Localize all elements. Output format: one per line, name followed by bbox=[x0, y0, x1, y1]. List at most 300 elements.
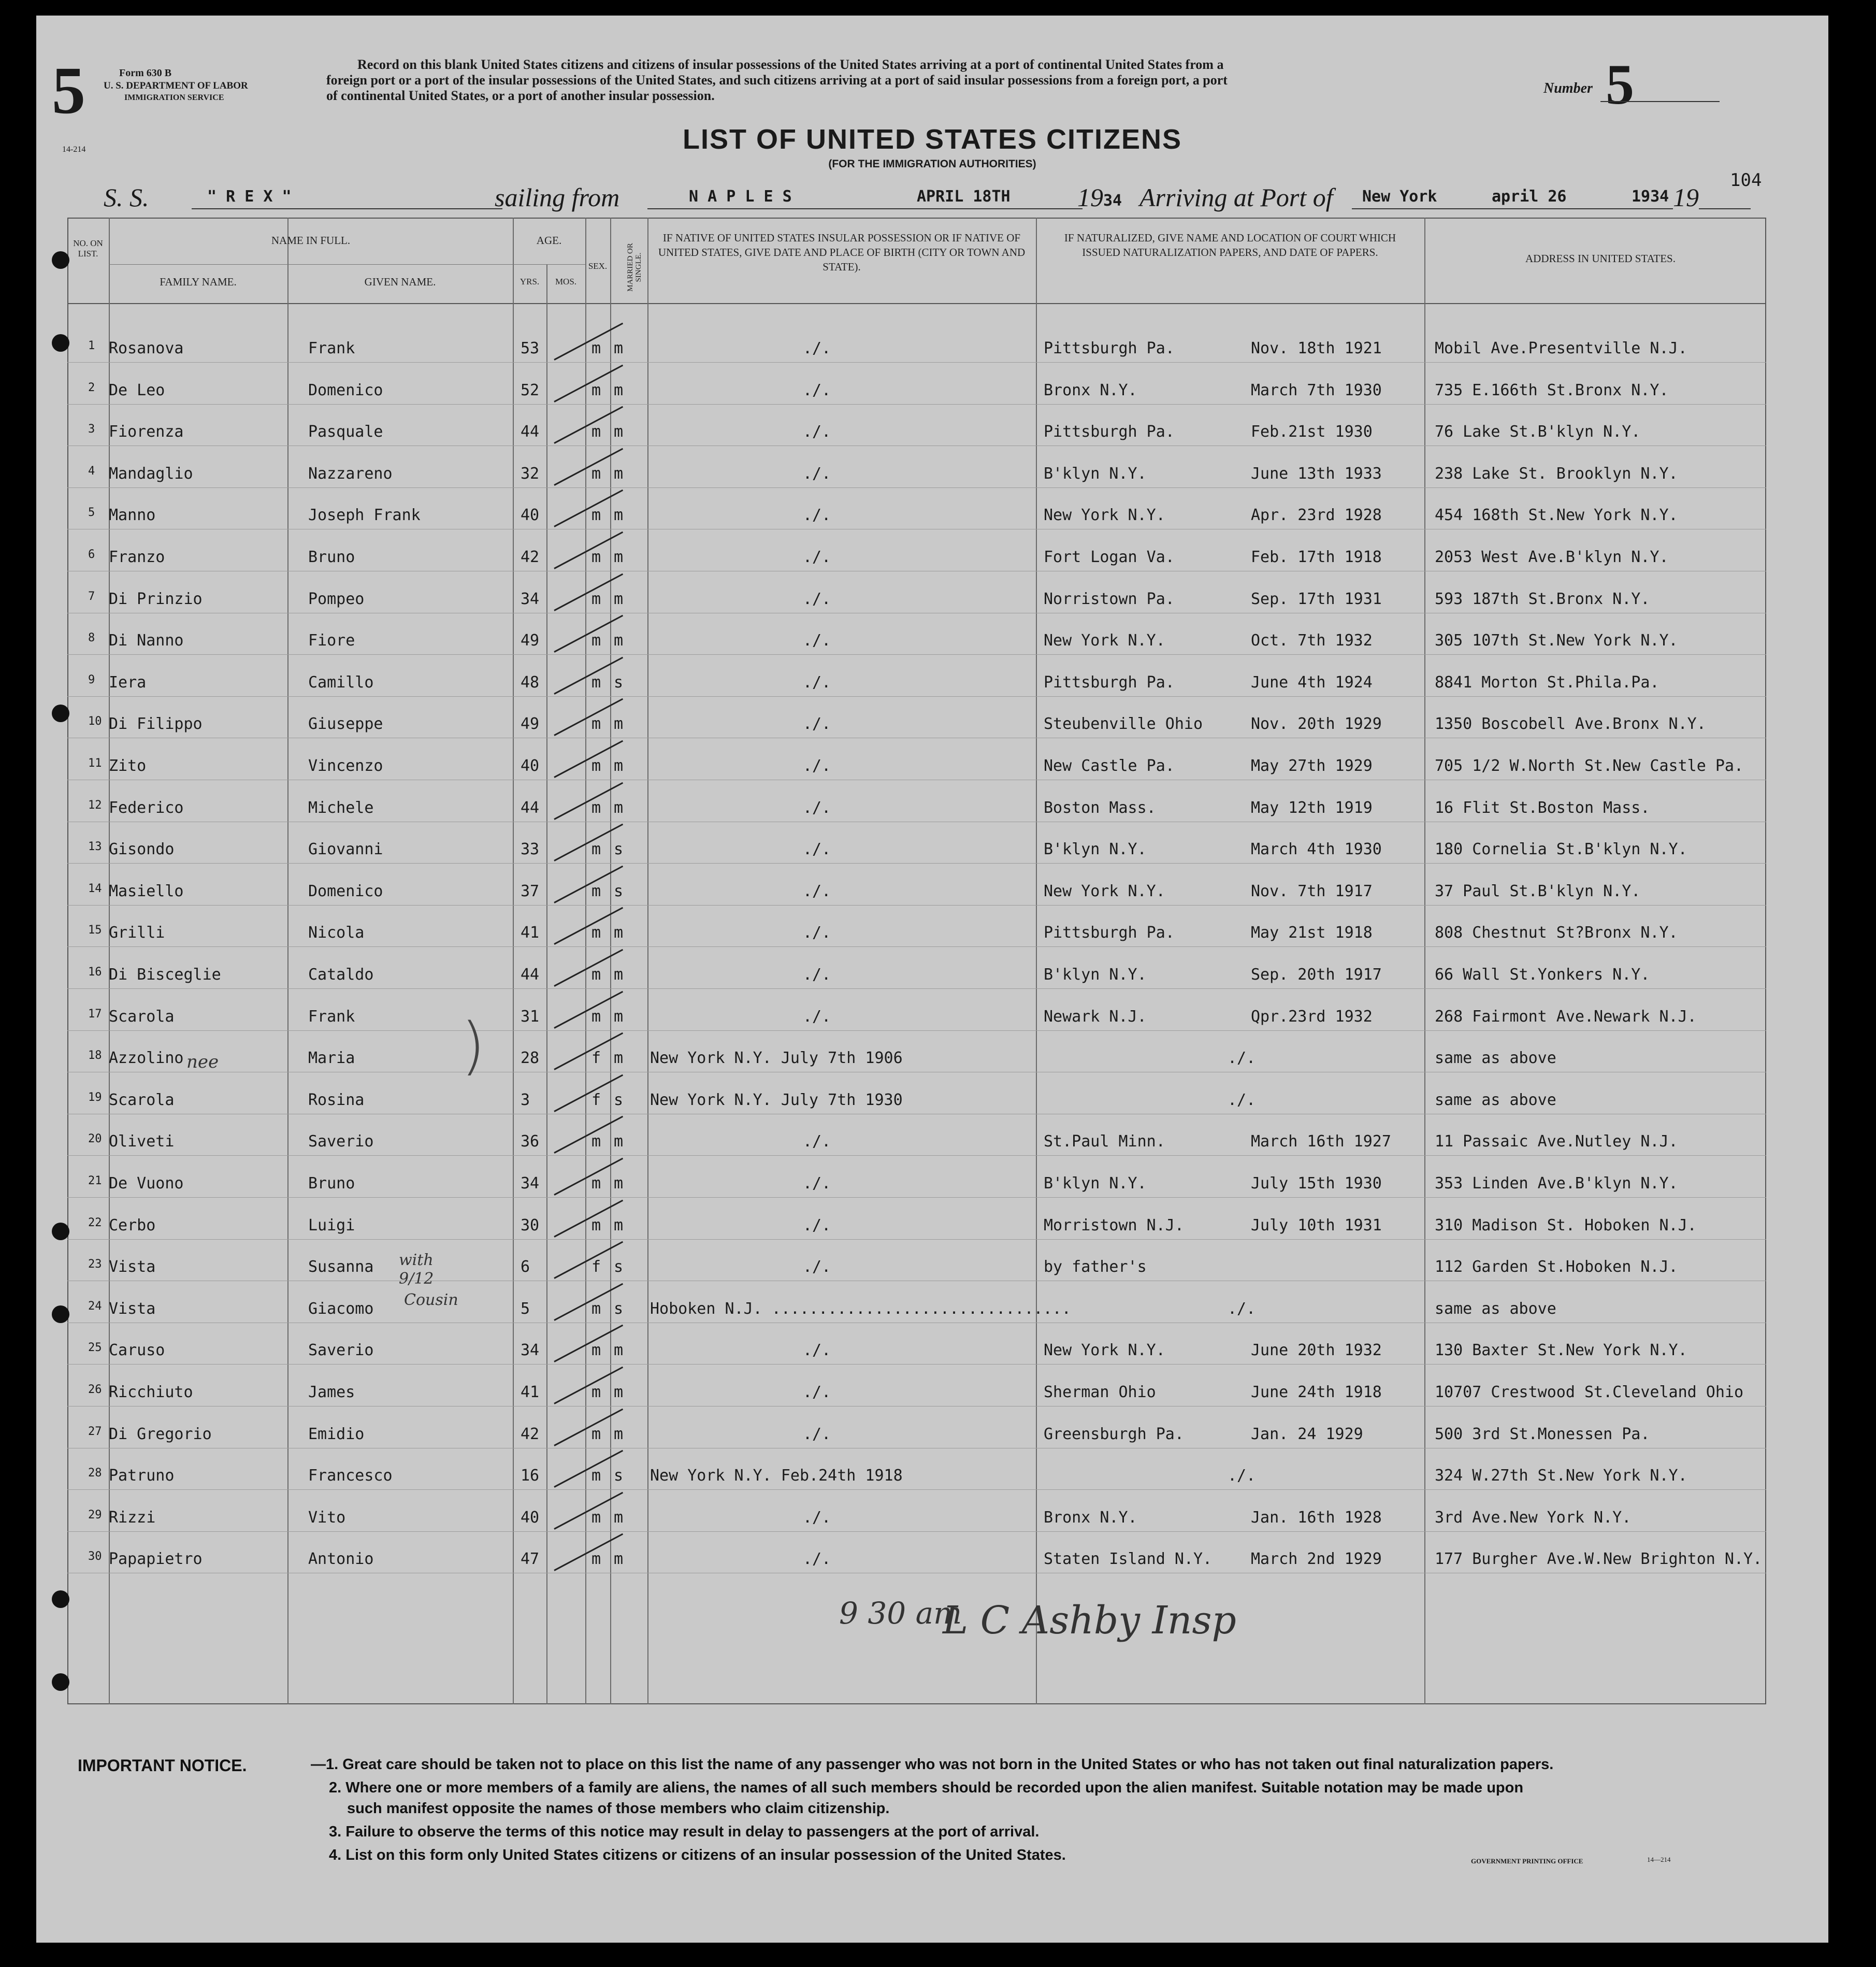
row-number: 1 bbox=[88, 339, 95, 352]
age-subheader-rule bbox=[513, 264, 585, 265]
printer-imprint: GOVERNMENT PRINTING OFFICE bbox=[1471, 1857, 1583, 1865]
sex: m bbox=[591, 1007, 601, 1026]
family-name: Rizzi bbox=[109, 1508, 156, 1527]
table-row bbox=[36, 1425, 1828, 1456]
birth-info: ./. bbox=[803, 1132, 831, 1151]
birth-info: ./. bbox=[803, 1341, 831, 1360]
family-name: Di Prinzio bbox=[109, 590, 203, 608]
given-name: Vincenzo bbox=[308, 757, 383, 775]
us-address: 180 Cornelia St.B'klyn N.Y. bbox=[1435, 840, 1687, 859]
birth-info: ./. bbox=[803, 381, 831, 399]
naturalization-court: St.Paul Minn. bbox=[1044, 1132, 1165, 1151]
port-from-underline bbox=[647, 208, 917, 209]
row-number: 9 bbox=[88, 673, 95, 686]
naturalization-date: Apr. 23rd 1928 bbox=[1251, 506, 1382, 525]
marital-status: m bbox=[614, 548, 624, 566]
sex: m bbox=[591, 1132, 601, 1151]
naturalization-court: Staten Island N.Y. bbox=[1044, 1550, 1213, 1569]
marital-status: m bbox=[614, 1508, 624, 1527]
us-address: 593 187th St.Bronx N.Y. bbox=[1435, 590, 1650, 608]
birth-info: ./. bbox=[803, 673, 831, 692]
age-years: 6 bbox=[521, 1258, 530, 1276]
sex: m bbox=[591, 1383, 601, 1401]
us-address: 324 W.27th St.New York N.Y. bbox=[1435, 1467, 1687, 1485]
table-row bbox=[36, 548, 1828, 579]
family-name: Vista bbox=[109, 1258, 156, 1276]
family-name: Azzolino bbox=[109, 1049, 184, 1068]
given-name: Fiore bbox=[308, 631, 355, 650]
binder-hole bbox=[52, 251, 69, 269]
birth-info: Hoboken N.J. ................................ bbox=[650, 1299, 1071, 1318]
sex: f bbox=[591, 1090, 601, 1109]
given-name: Giuseppe bbox=[308, 715, 383, 734]
row-number: 30 bbox=[88, 1550, 102, 1563]
sail-date: APRIL 18TH bbox=[917, 188, 1011, 206]
family-name: Di Gregorio bbox=[109, 1425, 212, 1443]
us-address: 454 168th St.New York N.Y. bbox=[1435, 506, 1678, 525]
number-underline bbox=[1600, 101, 1720, 102]
row-number: 16 bbox=[88, 966, 102, 979]
given-name: Nazzareno bbox=[308, 464, 393, 483]
table-row bbox=[36, 715, 1828, 746]
family-name: Di Filippo bbox=[109, 715, 203, 734]
family-name: Di Bisceglie bbox=[109, 966, 221, 984]
notice-item-2-cont: such manifest opposite the names of those members who claim citizenship. bbox=[347, 1800, 890, 1817]
year-prefix: 19 bbox=[1077, 183, 1103, 212]
row-number: 17 bbox=[88, 1007, 102, 1021]
header-mos: MOS. bbox=[555, 277, 577, 286]
side-code: 14-214 bbox=[62, 145, 86, 154]
table-row bbox=[36, 1509, 1828, 1540]
family-name: Masiello bbox=[109, 882, 184, 900]
naturalization-court: Bronx N.Y. bbox=[1044, 381, 1137, 399]
naturalization-court: B'klyn N.Y. bbox=[1044, 1174, 1147, 1193]
year-suffix: 34 bbox=[1103, 192, 1122, 210]
us-address: 11 Passaic Ave.Nutley N.J. bbox=[1435, 1132, 1678, 1151]
naturalization-date: March 16th 1927 bbox=[1251, 1132, 1391, 1151]
form-number: Form 630 B bbox=[119, 67, 172, 79]
row-number: 4 bbox=[88, 464, 95, 478]
marital-status: m bbox=[614, 715, 624, 734]
age-years: 36 bbox=[521, 1132, 540, 1151]
port-from: N A P L E S bbox=[689, 188, 792, 206]
naturalization-court: New York N.Y. bbox=[1044, 631, 1165, 650]
sex: m bbox=[591, 840, 601, 859]
sex: m bbox=[591, 631, 601, 650]
family-name: Papapietro bbox=[109, 1550, 203, 1569]
given-name: Antonio bbox=[308, 1550, 374, 1569]
row-number: 7 bbox=[88, 590, 95, 603]
family-name: Cerbo bbox=[109, 1216, 156, 1234]
ship-name: " R E X " bbox=[207, 188, 292, 206]
naturalization-court: Boston Mass. bbox=[1044, 798, 1156, 817]
sail-date-underline bbox=[906, 208, 1083, 209]
manifest-sheet bbox=[36, 16, 1828, 1943]
naturalization-date: June 20th 1932 bbox=[1251, 1341, 1382, 1360]
binder-hole bbox=[52, 1305, 69, 1323]
us-address: 500 3rd St.Monessen Pa. bbox=[1435, 1425, 1650, 1443]
table-row bbox=[36, 924, 1828, 955]
us-address: 268 Fairmont Ave.Newark N.J. bbox=[1435, 1007, 1697, 1026]
marital-status: m bbox=[614, 1174, 624, 1193]
naturalization-court: B'klyn N.Y. bbox=[1044, 966, 1147, 984]
age-years: 33 bbox=[521, 840, 540, 859]
given-name: Maria bbox=[308, 1049, 355, 1068]
row-number: 6 bbox=[88, 548, 95, 561]
sex: m bbox=[591, 882, 601, 900]
naturalization-date: June 4th 1924 bbox=[1251, 673, 1373, 692]
age-years: 16 bbox=[521, 1467, 540, 1485]
header-bottom-rule bbox=[67, 303, 1766, 304]
family-name: De Leo bbox=[109, 381, 165, 399]
us-address: 8841 Morton St.Phila.Pa. bbox=[1435, 673, 1659, 692]
family-name: Patruno bbox=[109, 1467, 175, 1485]
printer-code: 14—214 bbox=[1647, 1856, 1671, 1863]
naturalization-court: New York N.Y. bbox=[1044, 506, 1165, 525]
year-underline bbox=[1699, 208, 1751, 209]
header-age: AGE. bbox=[536, 234, 562, 247]
birth-info: ./. bbox=[803, 966, 831, 984]
table-row bbox=[36, 1258, 1828, 1289]
naturalization-date: July 15th 1930 bbox=[1251, 1174, 1382, 1193]
inspector-signature: L C Ashby Insp bbox=[943, 1598, 1236, 1643]
given-name: Domenico bbox=[308, 381, 383, 399]
birth-info: New York N.Y. Feb.24th 1918 bbox=[650, 1467, 903, 1485]
age-years: 52 bbox=[521, 381, 540, 399]
us-address: same as above bbox=[1435, 1090, 1556, 1109]
sex: m bbox=[591, 757, 601, 775]
row-number: 5 bbox=[88, 506, 95, 520]
age-years: 37 bbox=[521, 882, 540, 900]
header-naturalized: IF NATURALIZED, GIVE NAME AND LOCATION OF COURT WHICH ISSUED NATURALIZATION PAPERS, AND DATE OF PAPERS. bbox=[1064, 232, 1396, 259]
naturalization-date: June 13th 1933 bbox=[1251, 464, 1382, 483]
us-address: 353 Linden Ave.B'klyn N.Y. bbox=[1435, 1174, 1678, 1193]
naturalization-date: Sep. 17th 1931 bbox=[1251, 590, 1382, 608]
birth-info: ./. bbox=[803, 423, 831, 441]
table-row bbox=[36, 1049, 1828, 1080]
marital-status: m bbox=[614, 631, 624, 650]
us-address: 3rd Ave.New York N.Y. bbox=[1435, 1508, 1632, 1527]
given-name: Domenico bbox=[308, 882, 383, 900]
naturalization-date: Feb.21st 1930 bbox=[1251, 423, 1373, 441]
us-address: 305 107th St.New York N.Y. bbox=[1435, 631, 1678, 650]
arriving-label: Arriving at Port of bbox=[1139, 183, 1333, 212]
birth-info: ./. bbox=[803, 339, 831, 357]
notice-item-4: 4. List on this form only United States citizens or citizens of an insular possession of the United States. bbox=[329, 1847, 1066, 1863]
naturalization-date: May 12th 1919 bbox=[1251, 798, 1373, 817]
sex: m bbox=[591, 464, 601, 483]
binder-hole bbox=[52, 705, 69, 722]
naturalization-date: July 10th 1931 bbox=[1251, 1216, 1382, 1234]
marital-status: s bbox=[614, 1090, 624, 1109]
family-name: Zito bbox=[109, 757, 147, 775]
table-row bbox=[36, 590, 1828, 621]
naturalization-court: Greensburgh Pa. bbox=[1044, 1425, 1184, 1443]
row-number: 8 bbox=[88, 631, 95, 645]
birth-info: ./. bbox=[803, 798, 831, 817]
birth-info: ./. bbox=[803, 631, 831, 650]
given-name: Michele bbox=[308, 798, 374, 817]
family-name: Manno bbox=[109, 506, 156, 525]
given-name: Frank bbox=[308, 1007, 355, 1026]
given-name: Emidio bbox=[308, 1425, 365, 1443]
sex: f bbox=[591, 1049, 601, 1068]
marital-status: m bbox=[614, 1007, 624, 1026]
port-to-underline bbox=[1352, 208, 1673, 209]
naturalization-date: Feb. 17th 1918 bbox=[1251, 548, 1382, 566]
binder-hole bbox=[52, 1673, 69, 1691]
birth-info: ./. bbox=[803, 1258, 831, 1276]
table-row bbox=[36, 1467, 1828, 1498]
page-title: LIST OF UNITED STATES CITIZENS bbox=[683, 124, 1182, 155]
given-name: Giacomo bbox=[308, 1299, 374, 1318]
age-years: 44 bbox=[521, 966, 540, 984]
marital-status: m bbox=[614, 1132, 624, 1151]
marital-status: m bbox=[614, 464, 624, 483]
age-years: 40 bbox=[521, 757, 540, 775]
marital-status: s bbox=[614, 1258, 624, 1276]
table-row bbox=[36, 631, 1828, 663]
us-address: 310 Madison St. Hoboken N.J. bbox=[1435, 1216, 1697, 1234]
age-years: 44 bbox=[521, 798, 540, 817]
table-row bbox=[36, 673, 1828, 705]
row-number: 26 bbox=[88, 1383, 102, 1396]
sex: m bbox=[591, 548, 601, 566]
sex: m bbox=[591, 798, 601, 817]
birth-info: ./. bbox=[803, 1550, 831, 1569]
marital-status: s bbox=[614, 840, 624, 859]
age-years: 41 bbox=[521, 924, 540, 942]
sex: m bbox=[591, 1508, 601, 1527]
marital-status: m bbox=[614, 924, 624, 942]
header-given-name: GIVEN NAME. bbox=[364, 276, 436, 288]
page-code: 104 bbox=[1730, 170, 1762, 191]
header-native: IF NATIVE OF UNITED STATES INSULAR POSSESSION OR IF NATIVE OF UNITED STATES, GIVE DATE AND PLACE OF BIRTH (CITY OR TOWN AND STATE). bbox=[658, 232, 1026, 273]
table-row bbox=[36, 1383, 1828, 1414]
birth-info: ./. bbox=[803, 1425, 831, 1443]
row-number: 21 bbox=[88, 1174, 102, 1187]
naturalization-date: Nov. 7th 1917 bbox=[1251, 882, 1373, 900]
birth-info: ./. bbox=[803, 1383, 831, 1401]
age-years: 3 bbox=[521, 1090, 530, 1109]
table-row bbox=[36, 381, 1828, 412]
us-address: 735 E.166th St.Bronx N.Y. bbox=[1435, 381, 1669, 399]
naturalization-date: June 24th 1918 bbox=[1251, 1383, 1382, 1401]
marital-status: m bbox=[614, 1383, 624, 1401]
naturalization-date: March 4th 1930 bbox=[1251, 840, 1382, 859]
age-years: 41 bbox=[521, 1383, 540, 1401]
table-row bbox=[36, 465, 1828, 496]
birth-info: ./. bbox=[803, 840, 831, 859]
age-years: 34 bbox=[521, 1341, 540, 1360]
row-number: 25 bbox=[88, 1341, 102, 1355]
family-name: Caruso bbox=[109, 1341, 165, 1360]
birth-info: ./. bbox=[803, 1007, 831, 1026]
us-address: 705 1/2 W.North St.New Castle Pa. bbox=[1435, 757, 1744, 775]
form-big-number: 5 bbox=[52, 53, 85, 128]
age-years: 49 bbox=[521, 715, 540, 734]
sex: m bbox=[591, 506, 601, 525]
naturalization-court: B'klyn N.Y. bbox=[1044, 464, 1147, 483]
naturalization-court: B'klyn N.Y. bbox=[1044, 840, 1147, 859]
header-family-name: FAMILY NAME. bbox=[160, 276, 237, 288]
naturalization-date: Sep. 20th 1917 bbox=[1251, 966, 1382, 984]
number-value: 5 bbox=[1606, 53, 1634, 116]
table-row bbox=[36, 339, 1828, 370]
naturalization-court: Pittsburgh Pa. bbox=[1044, 423, 1175, 441]
age-years: 34 bbox=[521, 590, 540, 608]
marital-status: m bbox=[614, 1425, 624, 1443]
given-name: Bruno bbox=[308, 548, 355, 566]
sex: m bbox=[591, 673, 601, 692]
us-address: 2053 West Ave.B'klyn N.Y. bbox=[1435, 548, 1669, 566]
table-row bbox=[36, 506, 1828, 537]
family-name: Franzo bbox=[109, 548, 165, 566]
row-number: 18 bbox=[88, 1049, 102, 1063]
us-address: 130 Baxter St.New York N.Y. bbox=[1435, 1341, 1687, 1360]
binder-hole bbox=[52, 1223, 69, 1240]
naturalization-court: Pittsburgh Pa. bbox=[1044, 673, 1175, 692]
age-years: 42 bbox=[521, 1425, 540, 1443]
sex: m bbox=[591, 1467, 601, 1485]
family-name: Grilli bbox=[109, 924, 165, 942]
family-name: Rosanova bbox=[109, 339, 184, 357]
naturalization-date: Jan. 16th 1928 bbox=[1251, 1508, 1382, 1527]
handwritten-cousin: Cousin bbox=[404, 1291, 458, 1309]
row-number: 10 bbox=[88, 715, 102, 728]
naturalization-court: New Castle Pa. bbox=[1044, 757, 1175, 775]
sex: m bbox=[591, 381, 601, 399]
given-name: Nicola bbox=[308, 924, 365, 942]
row-number: 23 bbox=[88, 1258, 102, 1271]
sex: m bbox=[591, 1341, 601, 1360]
department: U. S. DEPARTMENT OF LABOR bbox=[104, 80, 248, 91]
birth-info: ./. bbox=[803, 548, 831, 566]
age-years: 32 bbox=[521, 464, 540, 483]
handwritten-with: with 9/12 bbox=[399, 1251, 434, 1288]
header-sex: SEX. bbox=[588, 261, 608, 271]
number-label: Number bbox=[1543, 80, 1593, 96]
marital-status: m bbox=[614, 381, 624, 399]
header-name-in-full: NAME IN FULL. bbox=[271, 234, 351, 247]
row-number: 20 bbox=[88, 1132, 102, 1146]
table-row bbox=[36, 840, 1828, 871]
row-number: 11 bbox=[88, 757, 102, 770]
given-name: Francesco bbox=[308, 1467, 393, 1485]
marital-status: m bbox=[614, 1341, 624, 1360]
notice-item-1: —1. Great care should be taken not to place on this list the name of any passenger who was not born in the United States or who has not taken out final naturalization papers. bbox=[311, 1756, 1554, 1773]
marital-status: m bbox=[614, 798, 624, 817]
marital-status: m bbox=[614, 966, 624, 984]
row-number: 29 bbox=[88, 1508, 102, 1521]
naturalization-court: by father's bbox=[1044, 1258, 1147, 1276]
naturalization-court: Steubenville Ohio bbox=[1044, 715, 1203, 734]
marital-status: m bbox=[614, 1049, 624, 1068]
notice-item-3: 3. Failure to observe the terms of this notice may result in delay to passengers at the port of arrival. bbox=[329, 1824, 1040, 1840]
naturalization-court: Norristown Pa. bbox=[1044, 590, 1175, 608]
us-address: 37 Paul St.B'klyn N.Y. bbox=[1435, 882, 1641, 900]
given-name: James bbox=[308, 1383, 355, 1401]
given-name: Pasquale bbox=[308, 423, 383, 441]
us-address: 76 Lake St.B'klyn N.Y. bbox=[1435, 423, 1641, 441]
row-number: 3 bbox=[88, 423, 95, 436]
naturalization-court: Bronx N.Y. bbox=[1044, 1508, 1137, 1527]
sailing-label: sailing from bbox=[495, 183, 620, 212]
naturalization-date: Nov. 18th 1921 bbox=[1251, 339, 1382, 357]
header-no: NO. ON LIST. bbox=[73, 238, 103, 259]
age-years: 47 bbox=[521, 1550, 540, 1569]
sex: m bbox=[591, 423, 601, 441]
birth-info: New York N.Y. July 7th 1906 bbox=[650, 1049, 903, 1068]
given-name: Pompeo bbox=[308, 590, 365, 608]
birth-info: ./. bbox=[803, 757, 831, 775]
naturalization-date: Qpr.23rd 1932 bbox=[1251, 1007, 1373, 1026]
naturalization-court: Morristown N.J. bbox=[1044, 1216, 1184, 1234]
age-years: 28 bbox=[521, 1049, 540, 1068]
sex: m bbox=[591, 590, 601, 608]
family-name: Iera bbox=[109, 673, 147, 692]
header-address: ADDRESS IN UNITED STATES. bbox=[1525, 252, 1676, 265]
birth-info: ./. bbox=[803, 590, 831, 608]
birth-info: ./. bbox=[803, 464, 831, 483]
row-number: 27 bbox=[88, 1425, 102, 1438]
given-name: Giovanni bbox=[308, 840, 383, 859]
birth-info: ./. bbox=[803, 1216, 831, 1234]
naturalization-court: New York N.Y. bbox=[1044, 882, 1165, 900]
sex: m bbox=[591, 715, 601, 734]
age-years: 34 bbox=[521, 1174, 540, 1193]
given-name: Luigi bbox=[308, 1216, 355, 1234]
sex: m bbox=[591, 1174, 601, 1193]
age-years: 44 bbox=[521, 423, 540, 441]
birth-info: ./. bbox=[803, 715, 831, 734]
age-years: 48 bbox=[521, 673, 540, 692]
naturalization-date: ./. bbox=[1228, 1299, 1256, 1318]
marital-status: m bbox=[614, 590, 624, 608]
marital-status: s bbox=[614, 882, 624, 900]
header-married-single: MARRIED OR SINGLE. bbox=[626, 243, 643, 292]
us-address: 1350 Boscobell Ave.Bronx N.Y. bbox=[1435, 715, 1706, 734]
naturalization-court: Pittsburgh Pa. bbox=[1044, 924, 1175, 942]
table-row bbox=[36, 799, 1828, 830]
ship-underline bbox=[192, 208, 502, 209]
binder-hole bbox=[52, 334, 69, 352]
naturalization-date: Nov. 20th 1929 bbox=[1251, 715, 1382, 734]
marital-status: m bbox=[614, 1216, 624, 1234]
age-years: 31 bbox=[521, 1007, 540, 1026]
row-number: 14 bbox=[88, 882, 102, 895]
notice-item-2: 2. Where one or more members of a family are aliens, the names of all such members should be recorded upon the alien manifest. Suitable notation may be made upon bbox=[329, 1779, 1524, 1796]
naturalization-date: March 7th 1930 bbox=[1251, 381, 1382, 399]
family-name: Oliveti bbox=[109, 1132, 175, 1151]
given-name: Joseph Frank bbox=[308, 506, 421, 525]
marital-status: m bbox=[614, 1550, 624, 1569]
marital-status: m bbox=[614, 423, 624, 441]
family-name: Vista bbox=[109, 1299, 156, 1318]
naturalization-court: Pittsburgh Pa. bbox=[1044, 339, 1175, 357]
naturalization-date: ./. bbox=[1228, 1090, 1256, 1109]
age-years: 42 bbox=[521, 548, 540, 566]
given-name: Saverio bbox=[308, 1132, 374, 1151]
family-name: Mandaglio bbox=[109, 464, 193, 483]
table-row bbox=[36, 1091, 1828, 1122]
us-address: 112 Garden St.Hoboken N.J. bbox=[1435, 1258, 1678, 1276]
family-name: Scarola bbox=[109, 1090, 175, 1109]
naturalization-court: New York N.Y. bbox=[1044, 1341, 1165, 1360]
intro-text bbox=[326, 57, 1518, 104]
row-number: 28 bbox=[88, 1467, 102, 1480]
birth-info: ./. bbox=[803, 1174, 831, 1193]
